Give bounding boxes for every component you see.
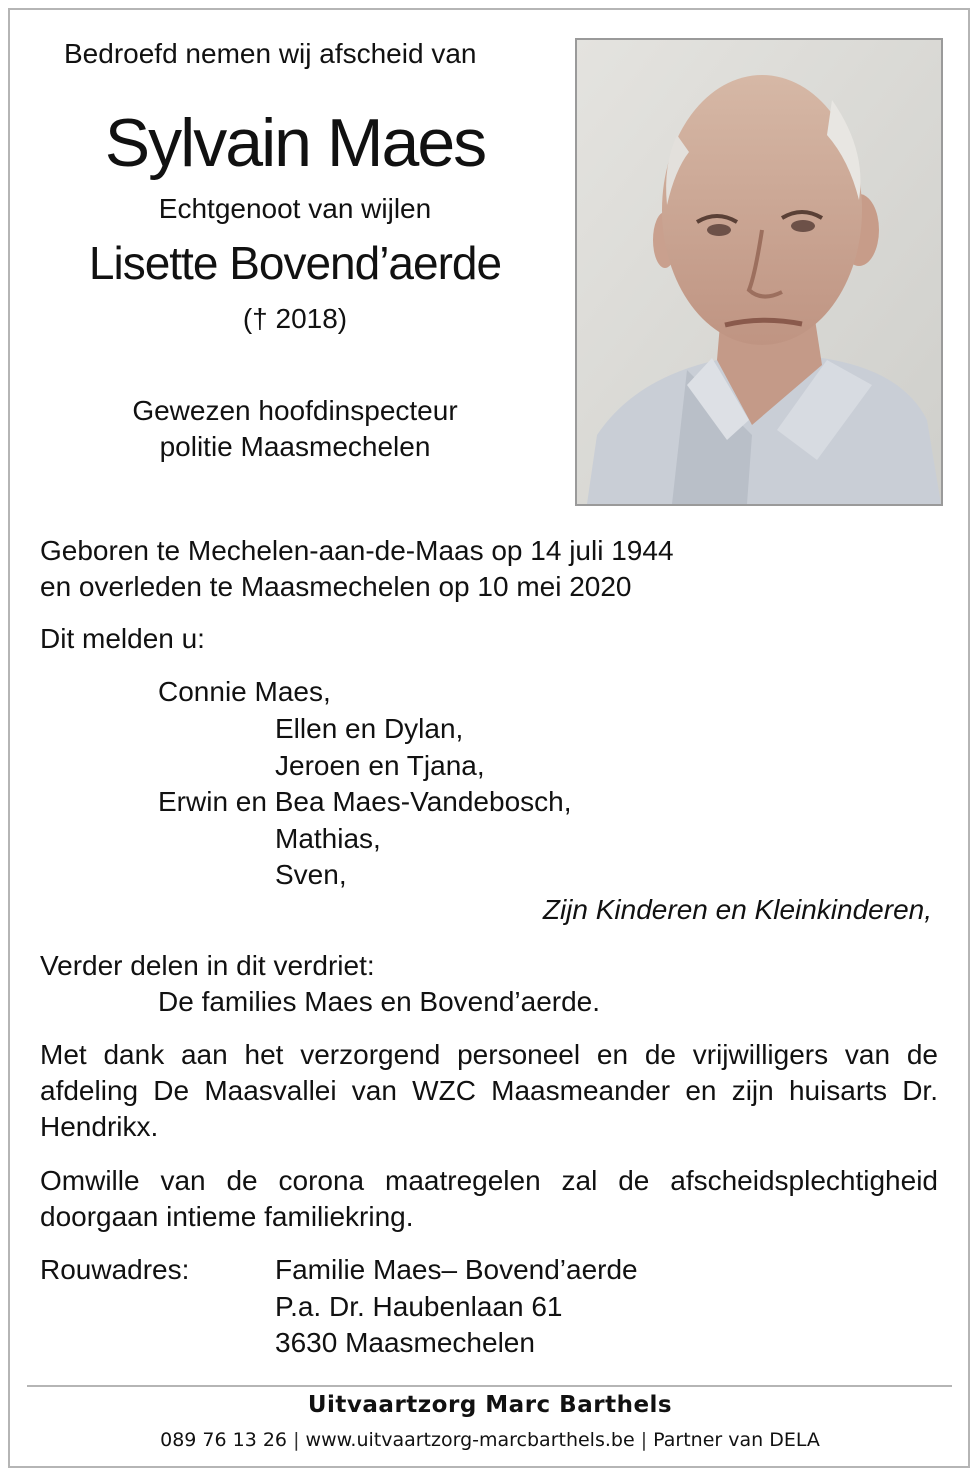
separator: |	[640, 1429, 648, 1451]
occupation-line-1: Gewezen hoofdinspecteur	[132, 395, 458, 426]
family-member: Connie Maes,	[158, 676, 331, 707]
portrait-photo	[575, 38, 943, 506]
relation-text: Zijn Kinderen en Kleinkinderen,	[542, 894, 932, 925]
spouse-name: Lisette Bovend’aerde	[88, 237, 502, 289]
family-member: Erwin en Bea Maes-Vandebosch,	[158, 786, 572, 817]
funeral-home-website[interactable]: www.uitvaartzorg-marcbarthels.be	[305, 1429, 635, 1451]
sharing-families: De families Maes en Bovend’aerde.	[158, 986, 601, 1017]
born-line: Geboren te Mechelen-aan-de-Maas op 14 juli 1944	[40, 535, 674, 566]
mourning-address-label: Rouwadres:	[40, 1254, 190, 1285]
intro-text: Bedroefd nemen wij afscheid van	[64, 38, 477, 69]
family-member: Mathias,	[275, 823, 381, 854]
occupation-line-2: politie Maasmechelen	[159, 431, 431, 462]
portrait-illustration	[577, 40, 941, 504]
family-member: Jeroen en Tjana,	[275, 750, 485, 781]
spouse-death-year: († 2018)	[242, 303, 348, 334]
occupation	[0, 393, 590, 465]
mourning-address-line-3: 3630 Maasmechelen	[275, 1327, 535, 1358]
funeral-home-name: Uitvaartzorg Marc Barthels	[307, 1392, 673, 1418]
died-line: en overleden te Maasmechelen op 10 mei 2020	[40, 571, 632, 602]
life-dates	[40, 533, 674, 605]
sharing-label: Verder delen in dit verdriet:	[40, 950, 375, 981]
funeral-home-contact	[0, 1429, 980, 1451]
deceased-name: Sylvain Maes	[104, 105, 486, 181]
announcers-label: Dit melden u:	[40, 623, 205, 654]
separator: |	[293, 1429, 300, 1451]
funeral-home-phone: 089 76 13 26	[160, 1429, 288, 1451]
funeral-home-partner: Partner van DELA	[653, 1429, 820, 1451]
corona-paragraph: Omwille van de corona maatregelen zal de afscheidsplechtigheid doorgaan intieme familiekring.	[40, 1165, 938, 1232]
family-member: Ellen en Dylan,	[275, 713, 464, 744]
thanks-paragraph: Met dank aan het verzorgend personeel en de vrijwilligers van de afdeling De Maasvallei van WZC Maasmeander en zijn huisarts Dr. Hendrikx.	[40, 1039, 938, 1142]
spouse-label: Echtgenoot van wijlen	[158, 193, 432, 224]
footer-divider	[27, 1385, 952, 1387]
mourning-address-line-2: P.a. Dr. Haubenlaan 61	[275, 1291, 563, 1322]
family-member: Sven,	[275, 859, 347, 890]
mourning-address-line-1: Familie Maes– Bovend’aerde	[275, 1254, 638, 1285]
